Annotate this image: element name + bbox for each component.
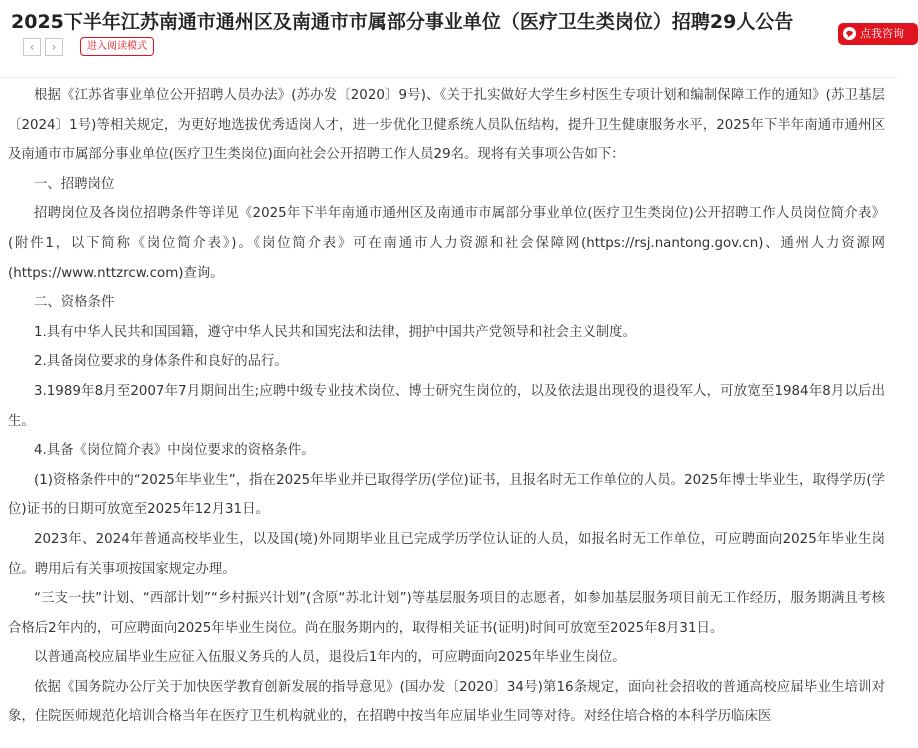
article-header	[0, 0, 904, 78]
next-article-button[interactable]	[45, 38, 63, 56]
article-paragraph: 根据《江苏省事业单位公开招聘人员办法》(苏办发〔2020〕9号)、《关于扎实做好大学生乡村医生专项计划和编制保障工作的通知》(苏卫基层〔2024〕1号)等相关规定，为更好地选拔优秀适岗人才，进一步优化卫健系统人员队伍结构，提升卫生健康服务水平，2025年下半年南通市通州区及南通市市属部分事业单位(医疗卫生类岗位)面向社会公开招聘工作人员29名。现将有关事项公告如下：	[8, 88, 885, 163]
page-title: 2025下半年江苏南通市通州区及南通市市属部分事业单位（医疗卫生类岗位）招聘29人公告	[11, 11, 794, 33]
header-divider	[0, 77, 897, 78]
article-paragraph: (1)资格条件中的“2025年毕业生”，指在2025年毕业并已取得学历(学位)证书，且报名时无工作单位的人员。2025年博士毕业生，取得学历(学位)证书的日期可放宽至2025年12月31日。	[8, 472, 885, 518]
article-body	[0, 81, 897, 732]
prev-article-button[interactable]	[23, 38, 41, 56]
reading-mode-button[interactable]: 进入阅读模式	[80, 37, 154, 56]
article-paragraph: 1.具有中华人民共和国国籍，遵守中华人民共和国宪法和法律，拥护中国共产党领导和社会主义制度。	[34, 324, 636, 340]
article-paragraph: 3.1989年8月至2007年7月期间出生;应聘中级专业技术岗位、博士研究生岗位的，以及依法退出现役的退役军人，可放宽至1984年8月以后出生。	[8, 383, 885, 429]
article-paragraph: 以普通高校应届毕业生应征入伍服义务兵的人员，退役后1年内的，可应聘面向2025年毕业生岗位。	[34, 650, 626, 666]
chat-bubble-icon	[842, 26, 857, 41]
article-paragraph: “三支一扶”计划、“西部计划”“乡村振兴计划”(含原“苏北计划”)等基层服务项目的志愿者，如参加基层服务项目前无工作经历，服务期满且考核合格后2年内的，可应聘面向2025年毕业生岗位。尚在服务期内的，取得相关证书(证明)时间可放宽至2025年8月31日。	[8, 591, 885, 636]
article-paragraph: 2023年、2024年普通高校毕业生，以及国(境)外同期毕业且已完成学历学位认证的人员，如报名时无工作单位，可应聘面向2025年毕业生岗位。聘用后有关事项按国家规定办理。	[8, 531, 885, 577]
article-paragraph: 依据《国务院办公厅关于加快医学教育创新发展的指导意见》(国办发〔2020〕34号)第16条规定，面向社会招收的普通高校应届毕业生培训对象，住院医师规范化培训合格当年在医疗卫生机构就业的，在招聘中按当年应届毕业生同等对待。对经住培合格的本科学历临床医	[8, 679, 885, 725]
article-paragraph: 2.具备岗位要求的身体条件和良好的品行。	[34, 354, 288, 370]
consult-button-label: 点我咨询	[860, 27, 904, 40]
section-heading: 一、招聘岗位	[34, 176, 115, 192]
chevron-left-icon: ‹	[29, 40, 35, 54]
article-paragraph: 4.具备《岗位简介表》中岗位要求的资格条件。	[34, 443, 315, 459]
article-paragraph: 招聘岗位及各岗位招聘条件等详见《2025年下半年南通市通州区及南通市市属部分事业单位(医疗卫生类岗位)公开招聘工作人员岗位简介表》(附件1，以下简称《岗位简介表》)。《岗位简介表》可在南通市人力资源和社会保障网(https://rsj.nantong.gov.cn)、通州人力资源网(https://www.nttzrcw.com)查询。	[8, 206, 885, 281]
consult-button[interactable]	[838, 23, 918, 45]
chevron-right-icon: ›	[51, 40, 57, 54]
section-heading: 二、资格条件	[34, 295, 115, 311]
